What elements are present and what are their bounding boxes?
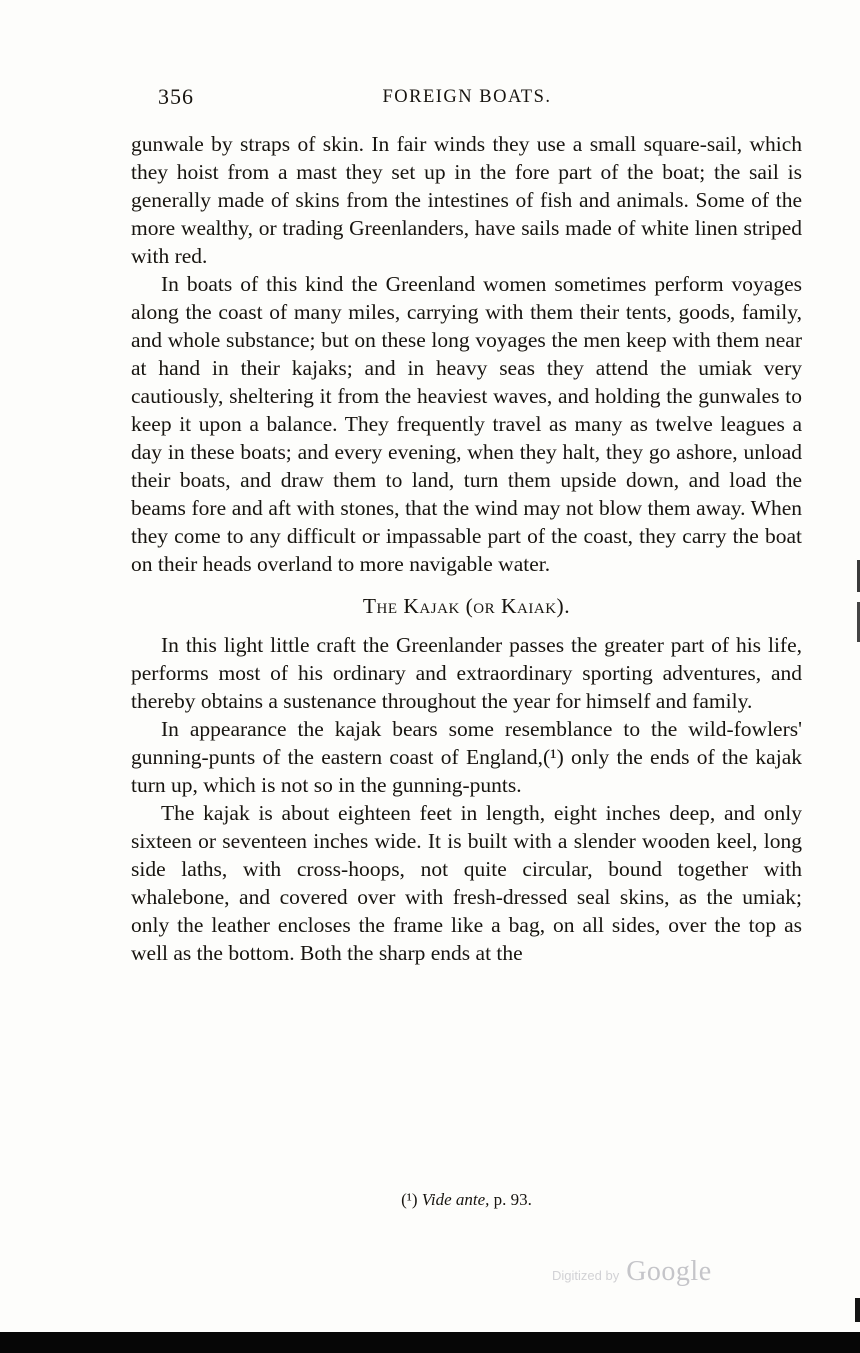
- footnote-source: Vide ante,: [421, 1190, 490, 1209]
- body-paragraph: gunwale by straps of skin. In fair winds they use a small square-sail, which they hoist from a mast they set up in the fore part of the boat; the sail is generally made of skins from the intestines of fish and animals. Some of the more wealthy, or trading Greenlanders, have sails made of white linen striped with red.: [131, 132, 802, 268]
- footnote-marker: (¹): [401, 1190, 418, 1209]
- digitized-by-google-watermark: [552, 1256, 712, 1288]
- scan-artifact: [855, 1298, 860, 1322]
- running-header: FOREIGN BOATS.: [382, 87, 552, 107]
- body-paragraph: The kajak is about eighteen feet in length, eight inches deep, and only sixteen or seventeen inches wide. It is built with a slender wooden keel, long side laths, with cross-hoops, not quite circular, bound together with whalebone, and covered over with fresh-dressed seal skins, as the umiak; only the leather encloses the frame like a bag, on all sides, over the top as well as the bottom. Both the sharp ends at the: [131, 801, 802, 965]
- google-logo: Google: [626, 1256, 712, 1287]
- page-number: 356: [158, 84, 194, 109]
- footnote: [131, 1190, 802, 1210]
- body-paragraph: In this light little craft the Greenlander passes the greater part of his life, performs most of his ordinary and extraordinary sporting adventures, and thereby obtains a sustenance throughout the year for himself and family.: [131, 633, 802, 713]
- footnote-page-ref: p. 93.: [493, 1190, 532, 1209]
- body-paragraph: In boats of this kind the Greenland women sometimes perform voyages along the coast of many miles, carrying with them their tents, goods, family, and whole substance; but on these long voyages the men keep with them near at hand in their kajaks; and in heavy seas they attend the umiak very cautiously, sheltering it from the heaviest waves, and holding the gunwales to keep it upon a balance. They frequently travel as many as twelve leagues a day in these boats; and every evening, when they halt, they go ashore, unload their boats, and draw them to land, turn them upside down, and load the beams fore and aft with stones, that the wind may not blow them away. When they come to any difficult or impassable part of the coast, they carry the boat on their heads overland to more navigable water.: [131, 272, 802, 576]
- body-text: [131, 130, 802, 967]
- section-heading: The Kajak (or Kaiak).: [362, 594, 571, 618]
- body-paragraph: In appearance the kajak bears some resemblance to the wild-fowlers' gunning-punts of the eastern coast of England,(¹) only the ends of the kajak turn up, which is not so in the gunning-punts.: [131, 717, 802, 797]
- scan-edge-bar: [0, 1332, 860, 1353]
- watermark-prefix: Digitized by: [552, 1268, 620, 1283]
